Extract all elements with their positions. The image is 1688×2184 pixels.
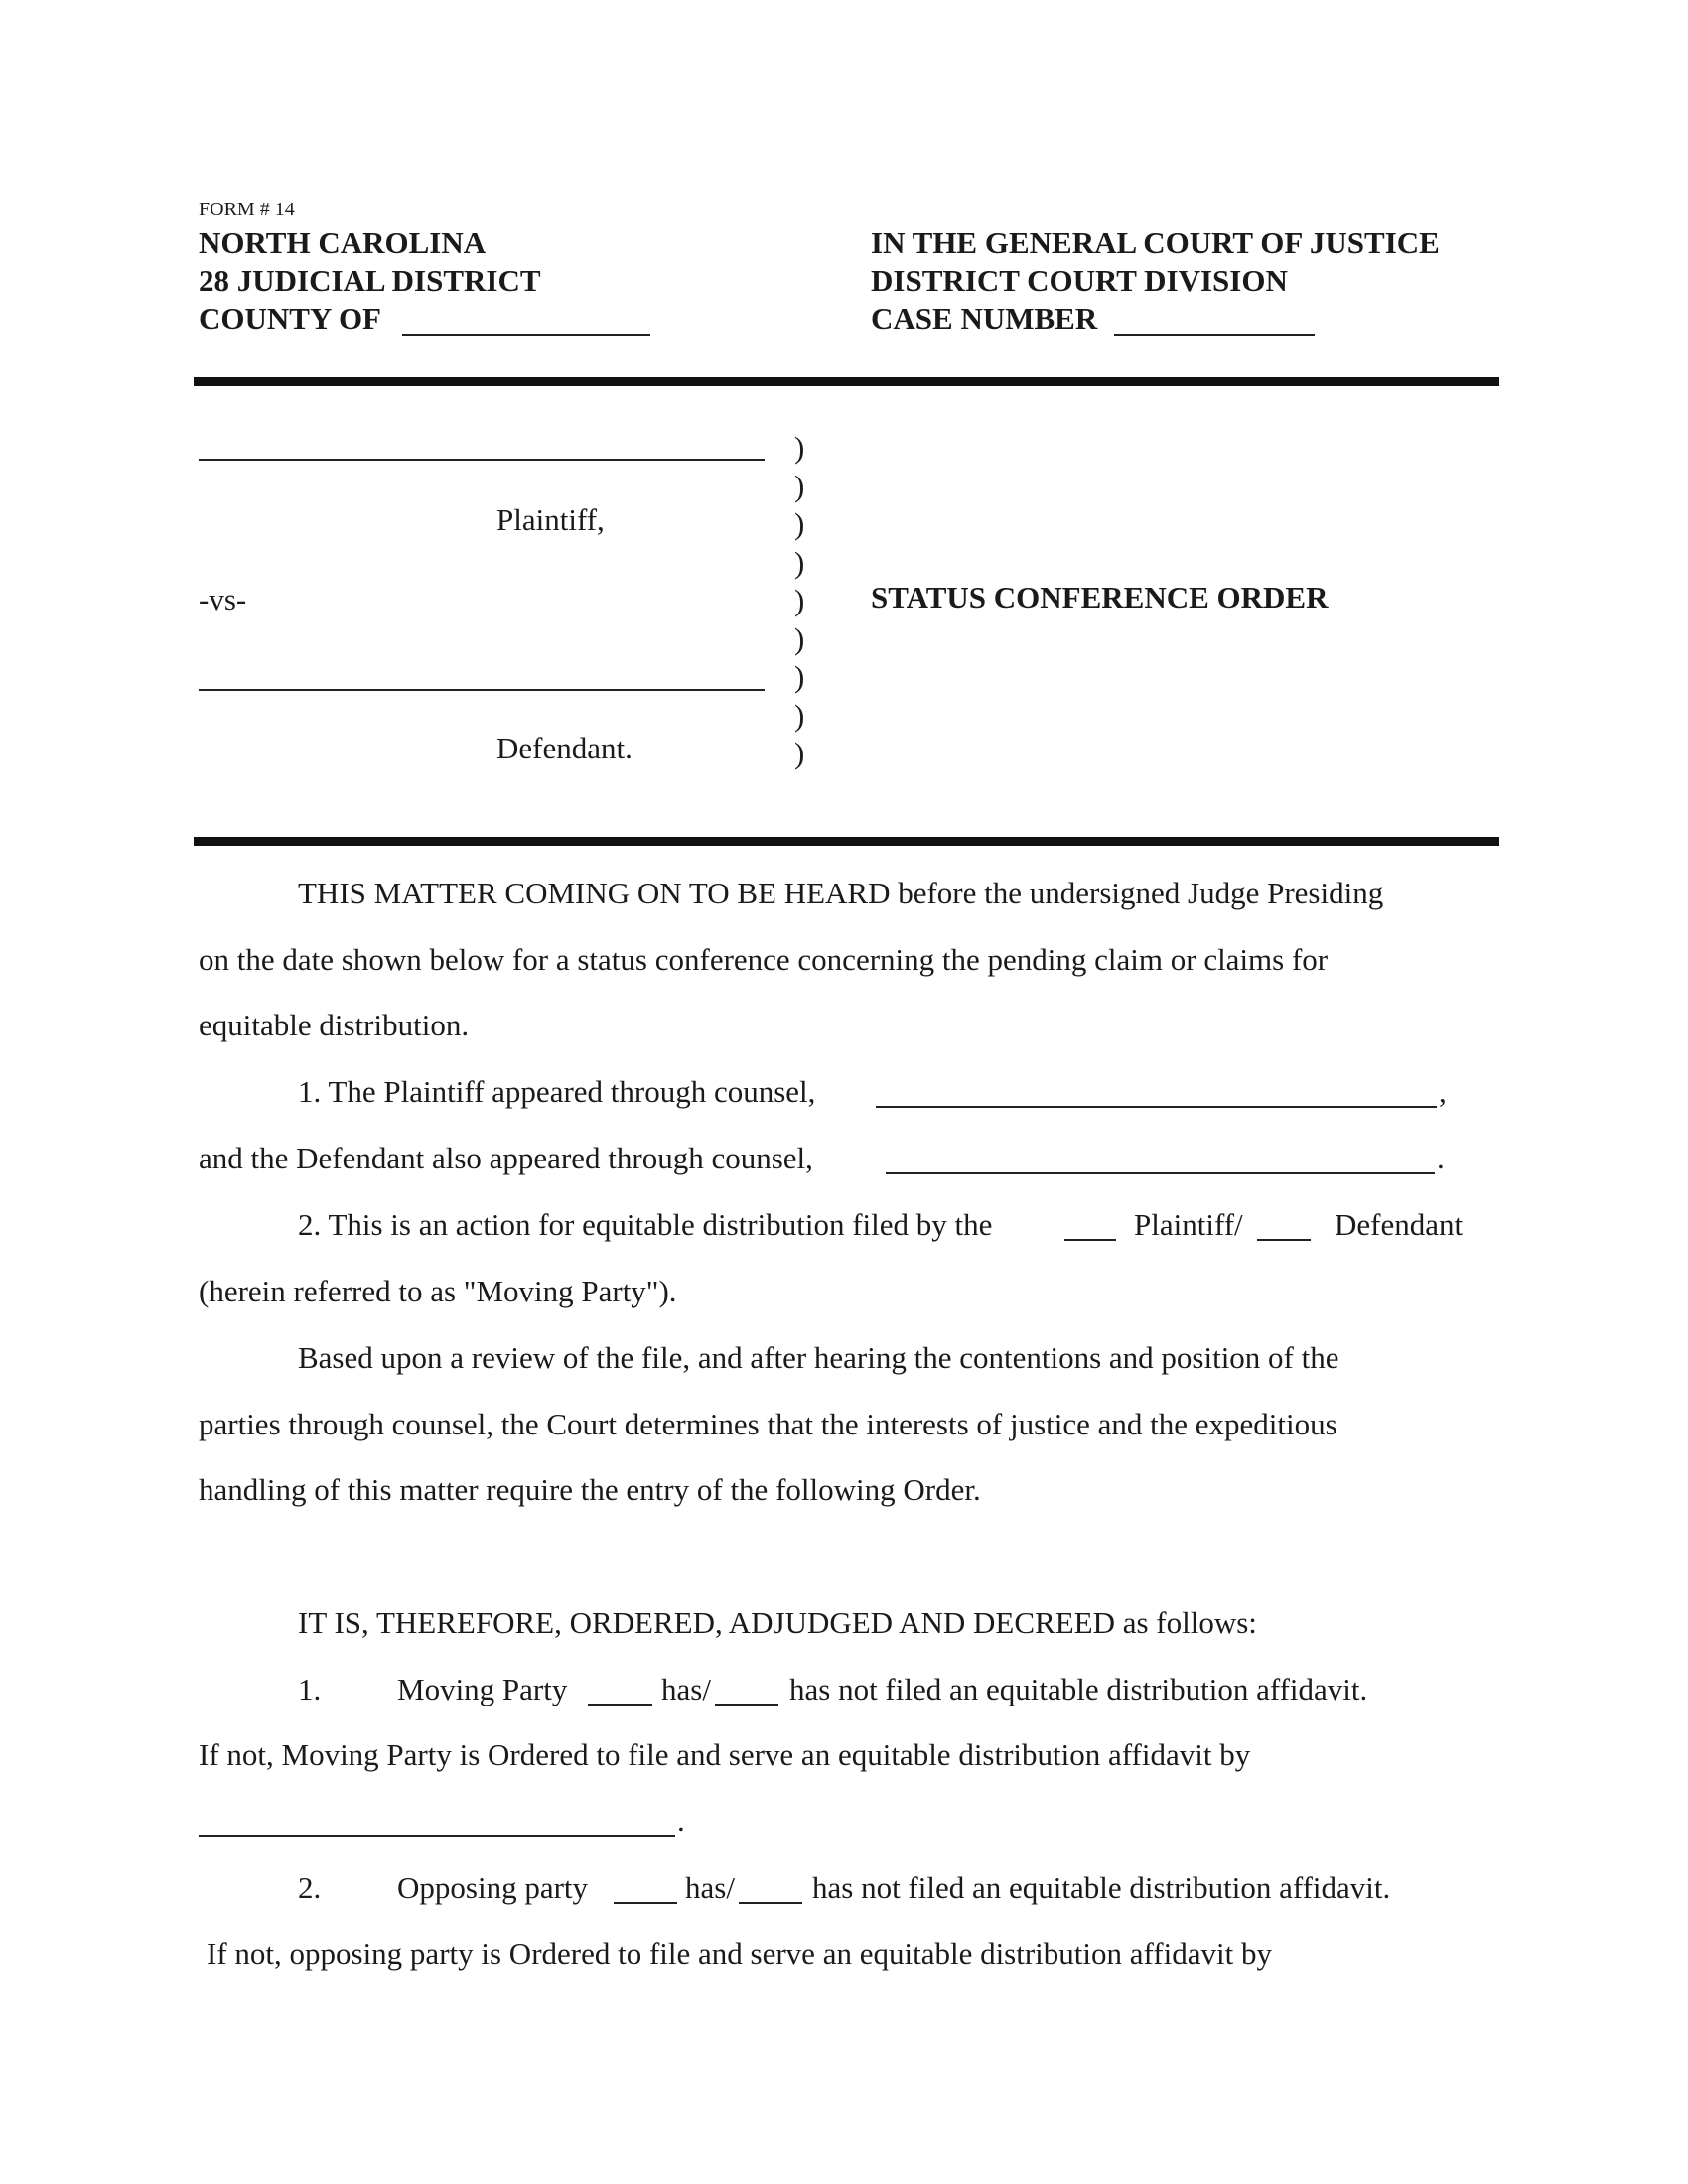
ordered-heading: IT IS, THEREFORE, ORDERED, ADJUDGED AND DECREED as follows: bbox=[298, 1605, 1257, 1640]
plaintiff-label: Plaintiff, bbox=[496, 502, 605, 537]
item-2-number: 2. bbox=[298, 1870, 322, 1905]
defendant-check-blank[interactable] bbox=[1257, 1239, 1311, 1241]
plaintiff-name-blank[interactable] bbox=[199, 459, 765, 461]
bottom-rule bbox=[194, 837, 1499, 846]
caption-paren: ) bbox=[794, 736, 805, 770]
item-1-date-blank[interactable] bbox=[199, 1835, 675, 1837]
item-1-has-blank[interactable] bbox=[588, 1704, 652, 1706]
plaintiff-option: Plaintiff/ bbox=[1134, 1207, 1243, 1242]
county-blank[interactable] bbox=[402, 334, 650, 336]
defendant-option: Defendant bbox=[1335, 1207, 1464, 1242]
period: . bbox=[1437, 1141, 1445, 1175]
review-line-2: parties through counsel, the Court determines that the interests of justice and the expeditious bbox=[199, 1407, 1337, 1441]
paragraph-1-line-2: and the Defendant also appeared through counsel, bbox=[199, 1141, 813, 1175]
comma: , bbox=[1439, 1074, 1447, 1109]
item-2-has: has/ bbox=[685, 1870, 735, 1905]
court-name: IN THE GENERAL COURT OF JUSTICE bbox=[871, 225, 1440, 260]
item-2-party: Opposing party bbox=[397, 1870, 589, 1905]
intro-line-2: on the date shown below for a status conference concerning the pending claim or claims for bbox=[199, 942, 1329, 977]
case-number-label: CASE NUMBER bbox=[871, 301, 1098, 336]
plaintiff-counsel-blank[interactable] bbox=[876, 1106, 1437, 1108]
paragraph-2-text: 2. This is an action for equitable distribution filed by the bbox=[298, 1207, 993, 1242]
item-2-has-blank[interactable] bbox=[614, 1902, 677, 1904]
defendant-name-blank[interactable] bbox=[199, 689, 765, 691]
item-2-has-not-blank[interactable] bbox=[739, 1902, 802, 1904]
caption-paren: ) bbox=[794, 468, 805, 503]
county-label: COUNTY OF bbox=[199, 301, 381, 336]
plaintiff-check-blank[interactable] bbox=[1064, 1239, 1116, 1241]
intro-line-3: equitable distribution. bbox=[199, 1008, 470, 1042]
intro-line-1: THIS MATTER COMING ON TO BE HEARD before the undersigned Judge Presiding bbox=[298, 876, 1384, 910]
review-line-1: Based upon a review of the file, and after hearing the contentions and position of the bbox=[298, 1340, 1339, 1375]
defendant-label: Defendant. bbox=[496, 731, 633, 765]
item-1-has: has/ bbox=[661, 1672, 711, 1706]
document-title: STATUS CONFERENCE ORDER bbox=[871, 580, 1329, 614]
caption-paren: ) bbox=[794, 583, 805, 617]
item-1-has-not-blank[interactable] bbox=[715, 1704, 778, 1706]
versus-label: -vs- bbox=[199, 582, 247, 616]
caption-paren: ) bbox=[794, 620, 805, 656]
case-number-blank[interactable] bbox=[1114, 334, 1315, 336]
caption-paren: ) bbox=[794, 544, 805, 580]
review-line-3: handling of this matter require the entry of the following Order. bbox=[199, 1472, 981, 1507]
item-2-rest: has not filed an equitable distribution affidavit. bbox=[812, 1870, 1391, 1905]
item-2-line-2: If not, opposing party is Ordered to file and serve an equitable distribution affidavit by bbox=[207, 1936, 1272, 1971]
top-rule bbox=[194, 377, 1499, 386]
item-1-period: . bbox=[677, 1803, 685, 1838]
court-division: DISTRICT COURT DIVISION bbox=[871, 263, 1288, 298]
caption-paren: ) bbox=[794, 659, 805, 694]
state-name: NORTH CAROLINA bbox=[199, 225, 487, 260]
item-1-rest: has not filed an equitable distribution affidavit. bbox=[789, 1672, 1368, 1706]
caption-paren: ) bbox=[794, 430, 805, 465]
paragraph-1-text: 1. The Plaintiff appeared through counsel, bbox=[298, 1074, 816, 1109]
item-1-party: Moving Party bbox=[397, 1672, 568, 1706]
form-number: FORM # 14 bbox=[199, 199, 295, 220]
paragraph-2-line-2: (herein referred to as "Moving Party"). bbox=[199, 1274, 677, 1308]
caption-paren: ) bbox=[794, 506, 805, 541]
item-1-line-2: If not, Moving Party is Ordered to file and serve an equitable distribution affidavit by bbox=[199, 1737, 1251, 1772]
item-1-number: 1. bbox=[298, 1672, 322, 1706]
caption-paren: ) bbox=[794, 697, 805, 733]
judicial-district: 28 JUDICIAL DISTRICT bbox=[199, 263, 541, 298]
defendant-counsel-blank[interactable] bbox=[886, 1172, 1435, 1174]
